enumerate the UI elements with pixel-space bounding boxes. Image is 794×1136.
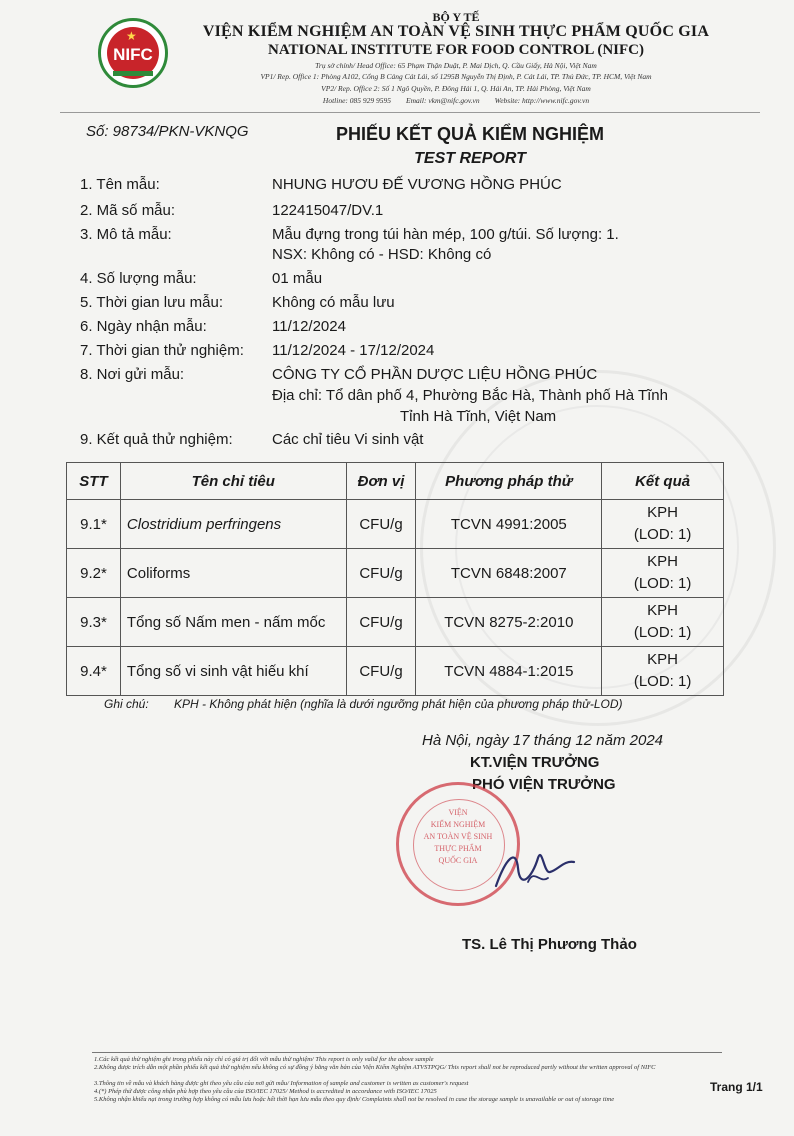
table-row bbox=[67, 647, 724, 696]
row-name: Coliforms bbox=[120, 549, 346, 598]
footer-note: 5.Không nhận khiếu nại trong trường hợp không có mẫu lưu hoặc hết thời hạn lưu mẫu theo quy định/ Complaints shall not be resolved in case the storage sample is unavailable or out of storage time bbox=[94, 1096, 615, 1103]
row-stt: 9.1* bbox=[67, 500, 121, 549]
row-unit: CFU/g bbox=[346, 598, 416, 647]
result-lod: (LOD: 1) bbox=[633, 526, 692, 543]
field-value-line2: NSX: Không có - HSD: Không có bbox=[272, 246, 492, 263]
field-value: 122415047/DV.1 bbox=[272, 202, 384, 219]
signatory-role: PHÓ VIỆN TRƯỞNG bbox=[472, 776, 616, 793]
field-label: 7. Thời gian thử nghiệm: bbox=[80, 342, 244, 359]
note-label: Ghi chú: bbox=[104, 697, 149, 711]
footer-note: 4.(*) Phép thử được công nhận phù hợp theo yêu cầu của ISO/IEC 17025/ Method is accredited in accordance with ISO/IEC 17025 bbox=[94, 1088, 437, 1095]
ministry-name: BỘ Y TẾ bbox=[432, 10, 480, 24]
nifc-logo bbox=[98, 18, 168, 88]
row-name: Tổng số vi sinh vật hiếu khí bbox=[120, 647, 346, 696]
row-method: TCVN 4991:2005 bbox=[416, 500, 602, 549]
stamp-line: VIỆN bbox=[448, 808, 468, 817]
logo-band bbox=[113, 71, 153, 76]
row-stt: 9.4* bbox=[67, 647, 121, 696]
result-value: KPH bbox=[647, 651, 678, 668]
field-label: 2. Mã số mẫu: bbox=[80, 202, 176, 219]
header-result: Kết quả bbox=[602, 463, 724, 500]
result-value: KPH bbox=[647, 504, 678, 521]
field-value: Mẫu đựng trong túi hàn mép, 100 g/túi. Số lượng: 1. bbox=[272, 226, 619, 243]
footer-note: 1.Các kết quả thử nghiệm ghi trong phiếu này chỉ có giá trị đối với mẫu thử nghiệm/ This report is only valid for the above sample bbox=[94, 1056, 434, 1063]
table-row bbox=[67, 500, 724, 549]
field-label: 1. Tên mẫu: bbox=[80, 176, 160, 193]
field-label: 6. Ngày nhận mẫu: bbox=[80, 318, 207, 335]
header-unit: Đơn vị bbox=[346, 463, 416, 500]
field-value: 11/12/2024 bbox=[272, 318, 346, 335]
office1-address: VP1/ Rep. Office 1: Phòng A102, Cổng B Cảng Cát Lái, số 1295B Nguyễn Thị Định, P. Cát Lái, TP. Thủ Đức, TP. HCM, Việt Nam bbox=[260, 72, 652, 81]
row-stt: 9.3* bbox=[67, 598, 121, 647]
field-value: NHUNG HƯƠU ĐẾ VƯƠNG HỒNG PHÚC bbox=[272, 176, 562, 193]
row-result bbox=[602, 647, 724, 696]
row-unit: CFU/g bbox=[346, 500, 416, 549]
field-label: 3. Mô tả mẫu: bbox=[80, 226, 172, 243]
header-name: Tên chỉ tiêu bbox=[120, 463, 346, 500]
row-method: TCVN 8275-2:2010 bbox=[416, 598, 602, 647]
row-result bbox=[602, 500, 724, 549]
result-lod: (LOD: 1) bbox=[633, 624, 692, 641]
result-lod: (LOD: 1) bbox=[633, 673, 692, 690]
contact-info: Hotline: 085 929 9595 Email: vkm@nifc.gov.vn Website: http://www.nifc.gov.vn bbox=[322, 96, 590, 105]
stamp-line: KIỂM NGHIỆM bbox=[430, 820, 486, 829]
field-value: 01 mẫu bbox=[272, 270, 323, 287]
office2-address: VP2/ Rep. Office 2: Số 1 Ngô Quyền, P. Đông Hải 1, Q. Hải An, TP. Hải Phòng, Việt Nam bbox=[321, 84, 591, 93]
field-value-line2: Địa chỉ: Tổ dân phố 4, Phường Bắc Hà, Thành phố Hà Tĩnh bbox=[272, 387, 668, 404]
report-title-en: TEST REPORT bbox=[414, 150, 526, 167]
row-method: TCVN 4884-1:2015 bbox=[416, 647, 602, 696]
field-value: Các chỉ tiêu Vi sinh vật bbox=[272, 431, 424, 448]
field-value-line3: Tỉnh Hà Tĩnh, Việt Nam bbox=[400, 408, 557, 425]
results-table bbox=[66, 462, 724, 696]
signer-name: TS. Lê Thị Phương Thảo bbox=[462, 936, 637, 953]
page-number: Trang 1/1 bbox=[710, 1080, 763, 1094]
header-stt: STT bbox=[67, 463, 121, 500]
result-value: KPH bbox=[647, 553, 678, 570]
field-value: Không có mẫu lưu bbox=[272, 294, 395, 311]
result-value: KPH bbox=[647, 602, 678, 619]
signatory-title: KT.VIỆN TRƯỞNG bbox=[470, 754, 600, 771]
row-stt: 9.2* bbox=[67, 549, 121, 598]
header-method: Phương pháp thử bbox=[416, 463, 602, 500]
row-result bbox=[602, 598, 724, 647]
field-label: 8. Nơi gửi mẫu: bbox=[80, 366, 185, 383]
institute-name-en: NATIONAL INSTITUTE FOR FOOD CONTROL (NIFC) bbox=[267, 42, 645, 58]
table-row bbox=[67, 549, 724, 598]
row-unit: CFU/g bbox=[346, 549, 416, 598]
table-note bbox=[104, 697, 623, 711]
footer-note: 2.Không được trích dẫn một phần phiếu kết quả thử nghiệm nếu không có sự đồng ý bằng văn bản của Viện Kiểm Nghiệm ATVSTPQG/ This report shall not be reproduced partly without the written approval of NIFC bbox=[94, 1064, 656, 1071]
row-name: Tổng số Nấm men - nấm mốc bbox=[120, 598, 346, 647]
star-icon: ★ bbox=[126, 29, 137, 43]
report-number: Số: 98734/PKN-VKNQG bbox=[86, 123, 249, 140]
logo-text: NIFC bbox=[113, 45, 153, 64]
footer-divider bbox=[92, 1052, 722, 1053]
field-value: CÔNG TY CỔ PHẦN DƯỢC LIỆU HỒNG PHÚC bbox=[272, 366, 598, 383]
stamp-line: THỰC PHẨM bbox=[434, 844, 482, 853]
issue-date: Hà Nội, ngày 17 tháng 12 năm 2024 bbox=[422, 732, 664, 749]
head-office-address: Trụ sở chính/ Head Office: 65 Phạm Thận Duật, P. Mai Dịch, Q. Cầu Giấy, Hà Nội, Việt Nam bbox=[315, 61, 597, 70]
footer-note: 3.Thông tin về mẫu và khách hàng được ghi theo yêu cầu của nơi gửi mẫu/ Information of sample and customer is written as customer's request bbox=[94, 1080, 469, 1087]
report-title-vn: PHIẾU KẾT QUẢ KIỂM NGHIỆM bbox=[335, 124, 604, 144]
field-label: 9. Kết quả thử nghiệm: bbox=[80, 431, 233, 448]
logo-emblem bbox=[107, 27, 159, 79]
field-label: 5. Thời gian lưu mẫu: bbox=[80, 294, 224, 311]
stamp-line: AN TOÀN VỆ SINH bbox=[423, 832, 493, 841]
handwritten-signature bbox=[488, 838, 584, 898]
table-row bbox=[67, 598, 724, 647]
note-text: KPH - Không phát hiện (nghĩa là dưới ngưỡng phát hiện của phương pháp thử-LOD) bbox=[174, 697, 623, 711]
result-lod: (LOD: 1) bbox=[633, 575, 692, 592]
stamp-line: QUỐC GIA bbox=[438, 856, 478, 865]
table-header-row bbox=[67, 463, 724, 500]
institute-name-vn: VIỆN KIỂM NGHIỆM AN TOÀN VỆ SINH THỰC PHẨM QUỐC GIA bbox=[202, 23, 710, 40]
row-name: Clostridium perfringens bbox=[120, 500, 346, 549]
row-unit: CFU/g bbox=[346, 647, 416, 696]
header-divider bbox=[60, 112, 760, 113]
row-result bbox=[602, 549, 724, 598]
field-label: 4. Số lượng mẫu: bbox=[80, 270, 197, 287]
row-method: TCVN 6848:2007 bbox=[416, 549, 602, 598]
field-value: 11/12/2024 - 17/12/2024 bbox=[272, 342, 435, 359]
